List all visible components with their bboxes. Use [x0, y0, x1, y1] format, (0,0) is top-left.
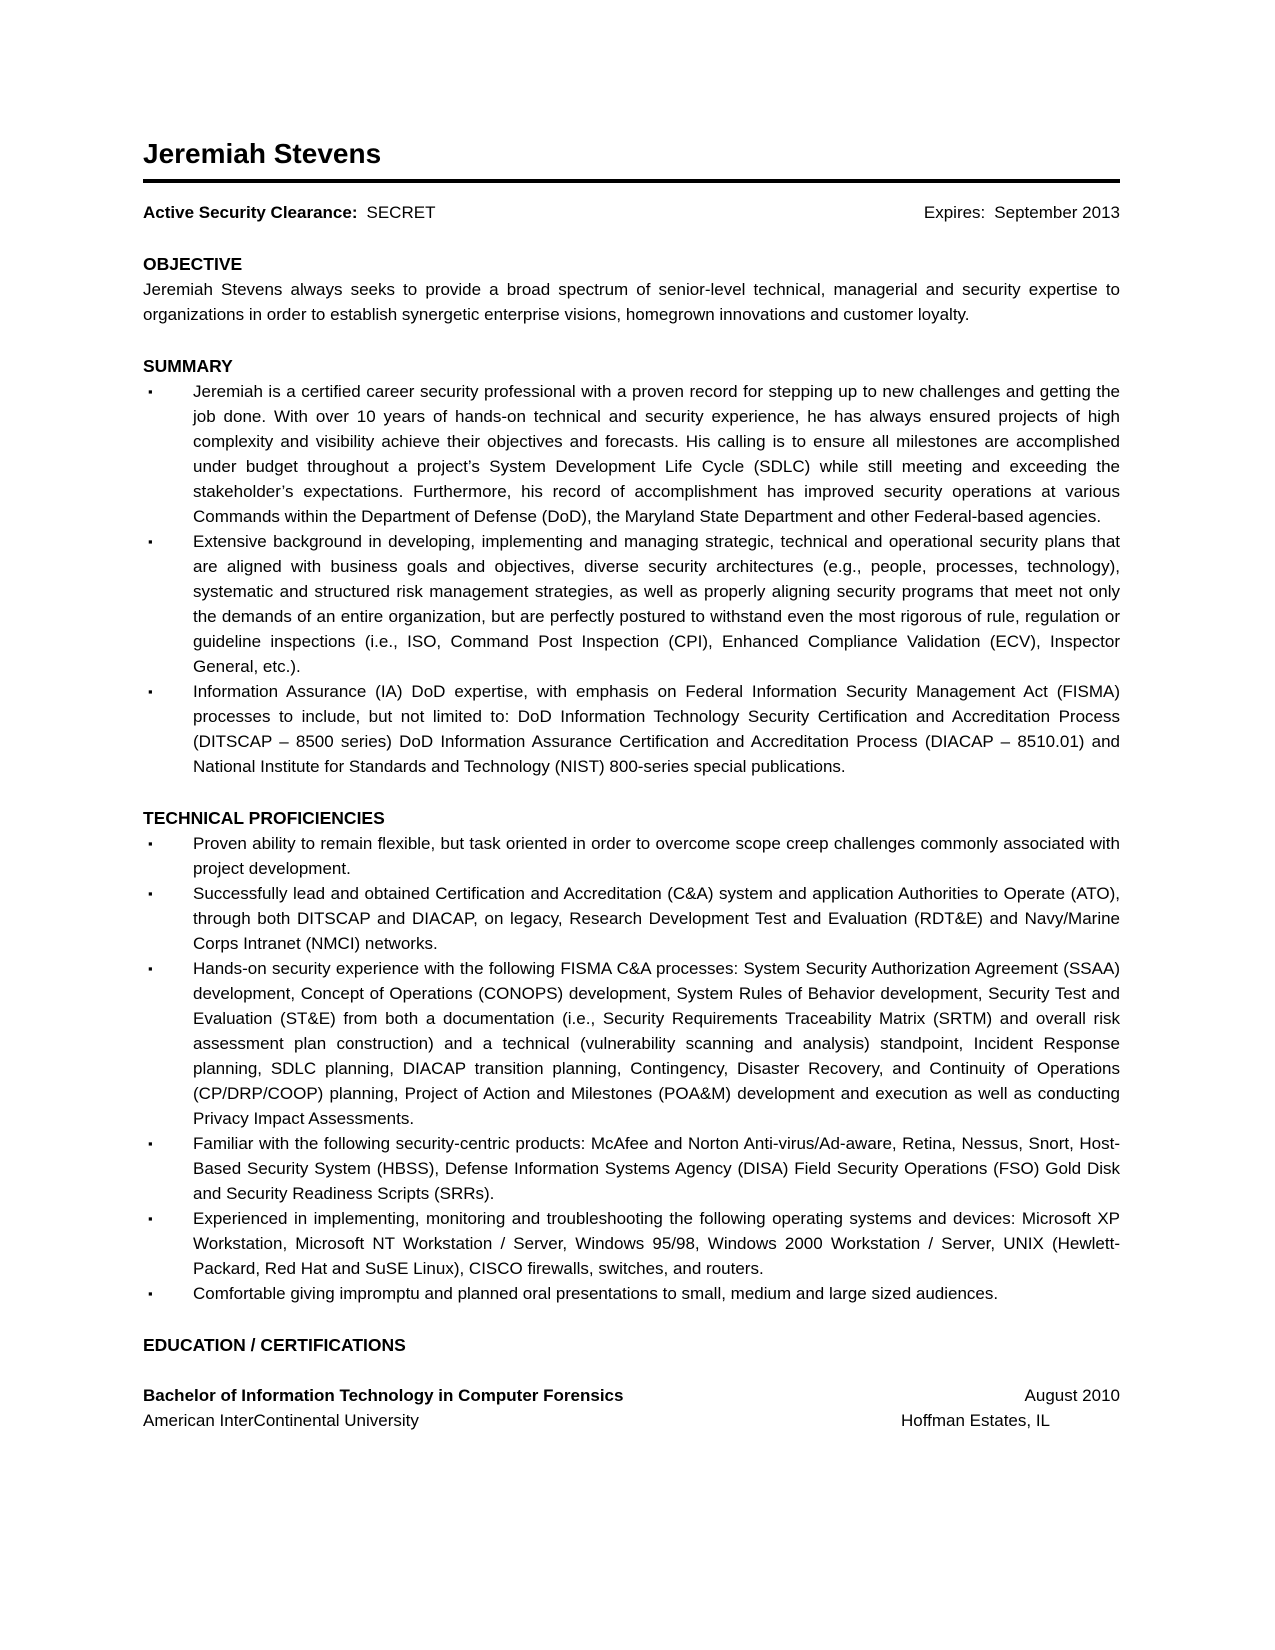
degree-date: August 2010 — [1024, 1386, 1120, 1405]
bullet-square-icon: ▪ — [148, 1136, 153, 1151]
technical-list — [143, 831, 1120, 1306]
summary-bullet-text: Extensive background in developing, implementing and managing strategic, technical and operational security plans that are aligned with business goals and objectives, diverse security architectures (e.g., people, processes, technology), systematic and structured risk management strategies, as well as properly aligning security programs that meet not only the demands of an entire organization, but are perfectly postured to withstand even the most rigorous of rule, regulation or guideline inspections (i.e., ISO, Command Post Inspection (CPI), Enhanced Compliance Validation (ECV), Inspector General, etc.). — [193, 532, 1120, 676]
expires-value: September 2013 — [994, 203, 1120, 222]
list-item — [143, 831, 1120, 881]
list-item — [143, 679, 1120, 779]
technical-heading: TECHNICAL PROFICIENCIES — [143, 808, 385, 828]
education-school-row — [143, 1408, 1120, 1433]
section-technical-proficiencies — [143, 806, 1120, 1306]
expires-field — [924, 200, 1120, 225]
education-heading: EDUCATION / CERTIFICATIONS — [143, 1335, 406, 1355]
list-item — [143, 1131, 1120, 1206]
technical-bullet-text: Familiar with the following security-centric products: McAfee and Norton Anti-virus/Ad-aware, Retina, Nessus, Snort, Host-Based Security System (HBSS), Defense Information Systems Agency (DISA) Field Security Operations (FSO) Gold Disk and Security Readiness Scripts (SRRs). — [193, 1134, 1120, 1203]
list-item — [143, 1281, 1120, 1306]
education-degree-row — [143, 1383, 1120, 1408]
list-item — [143, 956, 1120, 1131]
list-item — [143, 529, 1120, 679]
header-rule — [143, 179, 1120, 183]
bullet-square-icon: ▪ — [148, 1286, 153, 1301]
objective-heading: OBJECTIVE — [143, 254, 243, 274]
technical-bullet-text: Experienced in implementing, monitoring and troubleshooting the following operating systems and devices: Microsoft XP Workstation, Microsoft NT Workstation / Server, Windows 95/98, Windows 2000 Workstation / Server, UNIX (Hewlett-Packard, Red Hat and SuSE Linux), CISCO firewalls, switches, and routers. — [193, 1209, 1120, 1278]
section-education — [143, 1333, 1120, 1433]
technical-bullet-text: Hands-on security experience with the following FISMA C&A processes: System Security Authorization Agreement (SSAA) development, Concept of Operations (CONOPS) development, System Rules of Behavior development, Security Test and Evaluation (ST&E) from both a documentation (i.e., Security Requirements Traceability Matrix (SRTM) and overall risk assessment plan construction) and a technical (vulnerability scanning and analysis) standpoint, Incident Response planning, SDLC planning, DIACAP transition planning, Contingency, Disaster Recovery, and Continuity of Operations (CP/DRP/COOP) planning, Project of Action and Milestones (POA&M) development and execution as well as conducting Privacy Impact Assessments. — [193, 959, 1120, 1128]
technical-bullet-text: Successfully lead and obtained Certification and Accreditation (C&A) system and application Authorities to Operate (ATO), through both DITSCAP and DIACAP, on legacy, Research Development Test and Evaluation (RDT&E) and Navy/Marine Corps Intranet (NMCI) networks. — [193, 884, 1120, 953]
school-location: Hoffman Estates, IL — [901, 1411, 1050, 1430]
expires-label: Expires: — [923, 203, 986, 222]
objective-body: Jeremiah Stevens always seeks to provide a broad spectrum of senior-level technical, managerial and security expertise to organizations in order to establish synergetic enterprise visions, homegrown innovations and customer loyalty. — [143, 280, 1120, 324]
school-name: American InterContinental University — [143, 1411, 419, 1430]
section-objective — [143, 252, 1120, 327]
bullet-square-icon: ▪ — [148, 384, 153, 399]
clearance-value: SECRET — [366, 203, 436, 222]
bullet-square-icon: ▪ — [148, 684, 153, 699]
bullet-square-icon: ▪ — [148, 886, 153, 901]
bullet-square-icon: ▪ — [148, 961, 153, 976]
list-item — [143, 881, 1120, 956]
technical-bullet-text: Comfortable giving impromptu and planned oral presentations to small, medium and large sized audiences. — [193, 1284, 999, 1303]
list-item — [143, 1206, 1120, 1281]
page-title: Jeremiah Stevens — [143, 138, 382, 169]
technical-bullet-text: Proven ability to remain flexible, but task oriented in order to overcome scope creep challenges commonly associated with project development. — [193, 834, 1120, 878]
clearance-field — [143, 200, 435, 225]
education-entry — [143, 1383, 1120, 1433]
summary-bullet-text: Information Assurance (IA) DoD expertise, with emphasis on Federal Information Security Management Act (FISMA) processes to include, but not limited to: DoD Information Technology Security Certification and Accreditation Process (DITSCAP – 8500 series) DoD Information Assurance Certification and Accreditation Process (DIACAP – 8510.01) and National Institute for Standards and Technology (NIST) 800-series special publications. — [193, 682, 1120, 776]
summary-list — [143, 379, 1120, 779]
bullet-square-icon: ▪ — [148, 1211, 153, 1226]
clearance-label: Active Security Clearance: — [143, 203, 358, 222]
bullet-square-icon: ▪ — [148, 836, 153, 851]
degree-title: Bachelor of Information Technology in Computer Forensics — [143, 1386, 624, 1405]
section-summary — [143, 354, 1120, 779]
list-item — [143, 379, 1120, 529]
bullet-square-icon: ▪ — [148, 534, 153, 549]
summary-bullet-text: Jeremiah is a certified career security professional with a proven record for stepping up to new challenges and getting the job done. With over 10 years of hands-on technical and security experience, he has always ensured projects of high complexity and visibility achieve their objectives and forecasts. His calling is to ensure all milestones are accomplished under budget throughout a project’s System Development Life Cycle (SDLC) while still meeting and exceeding the stakeholder’s expectations. Furthermore, his record of accomplishment has improved security operations at various Commands within the Department of Defense (DoD), the Maryland State Department and other Federal-based agencies. — [193, 382, 1120, 526]
clearance-row — [143, 200, 1120, 225]
summary-heading: SUMMARY — [143, 356, 233, 376]
